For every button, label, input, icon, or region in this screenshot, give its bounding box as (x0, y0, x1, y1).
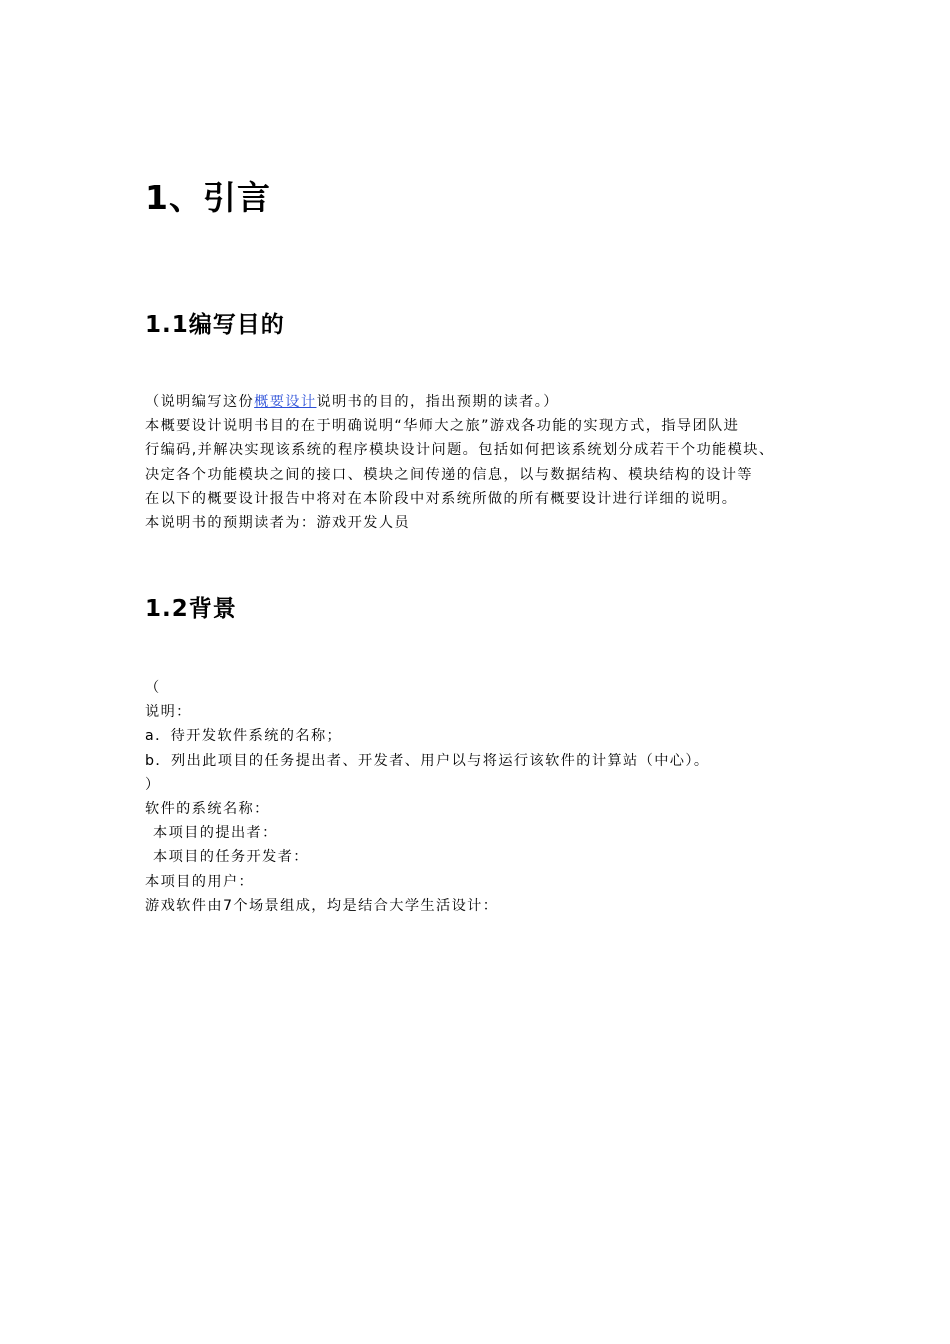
heading-introduction: 1、引言 (145, 178, 271, 217)
background-line: 说明： (145, 704, 192, 721)
background-line: a．待开发软件系统的名称； (145, 728, 343, 745)
background-line: 本项目的任务开发者： (153, 849, 309, 866)
purpose-line: 行编码,并解决实现该系统的程序模块设计问题。包括如何把该系统划分成若干个功能模块、 (145, 442, 775, 459)
background-line: ） (145, 776, 161, 793)
background-line: （ (145, 680, 161, 696)
purpose-note-prefix: （说明编写这份 (145, 394, 255, 410)
purpose-line: 在以下的概要设计报告中将对在本阶段中对系统所做的所有概要设计进行详细的说明。 (145, 490, 738, 507)
background-line: 本项目的提出者： (153, 825, 278, 842)
purpose-note (145, 390, 815, 414)
overview-design-link[interactable]: 概要设计 (254, 394, 317, 410)
heading-purpose: 1.1编写目的 (145, 312, 285, 338)
purpose-body (145, 390, 815, 535)
purpose-line: 本概要设计说明书目的在于明确说明“华师大之旅”游戏各功能的实现方式，指导团队进 (145, 418, 740, 435)
background-line: 软件的系统名称： (145, 801, 270, 818)
background-body (145, 676, 815, 918)
background-line: 本项目的用户： (145, 873, 255, 890)
purpose-line: 本说明书的预期读者为：游戏开发人员 (145, 515, 410, 532)
heading-background: 1.2背景 (145, 596, 237, 622)
purpose-note-suffix: 说明书的目的，指出预期的读者。） (316, 394, 559, 410)
purpose-line: 决定各个功能模块之间的接口、模块之间传递的信息，以与数据结构、模块结构的设计等 (145, 466, 753, 483)
background-line: 游戏软件由7个场景组成，均是结合大学生活设计： (145, 897, 499, 914)
background-line: b．列出此项目的任务提出者、开发者、用户以与将运行该软件的计算站（中心）。 (145, 752, 710, 769)
